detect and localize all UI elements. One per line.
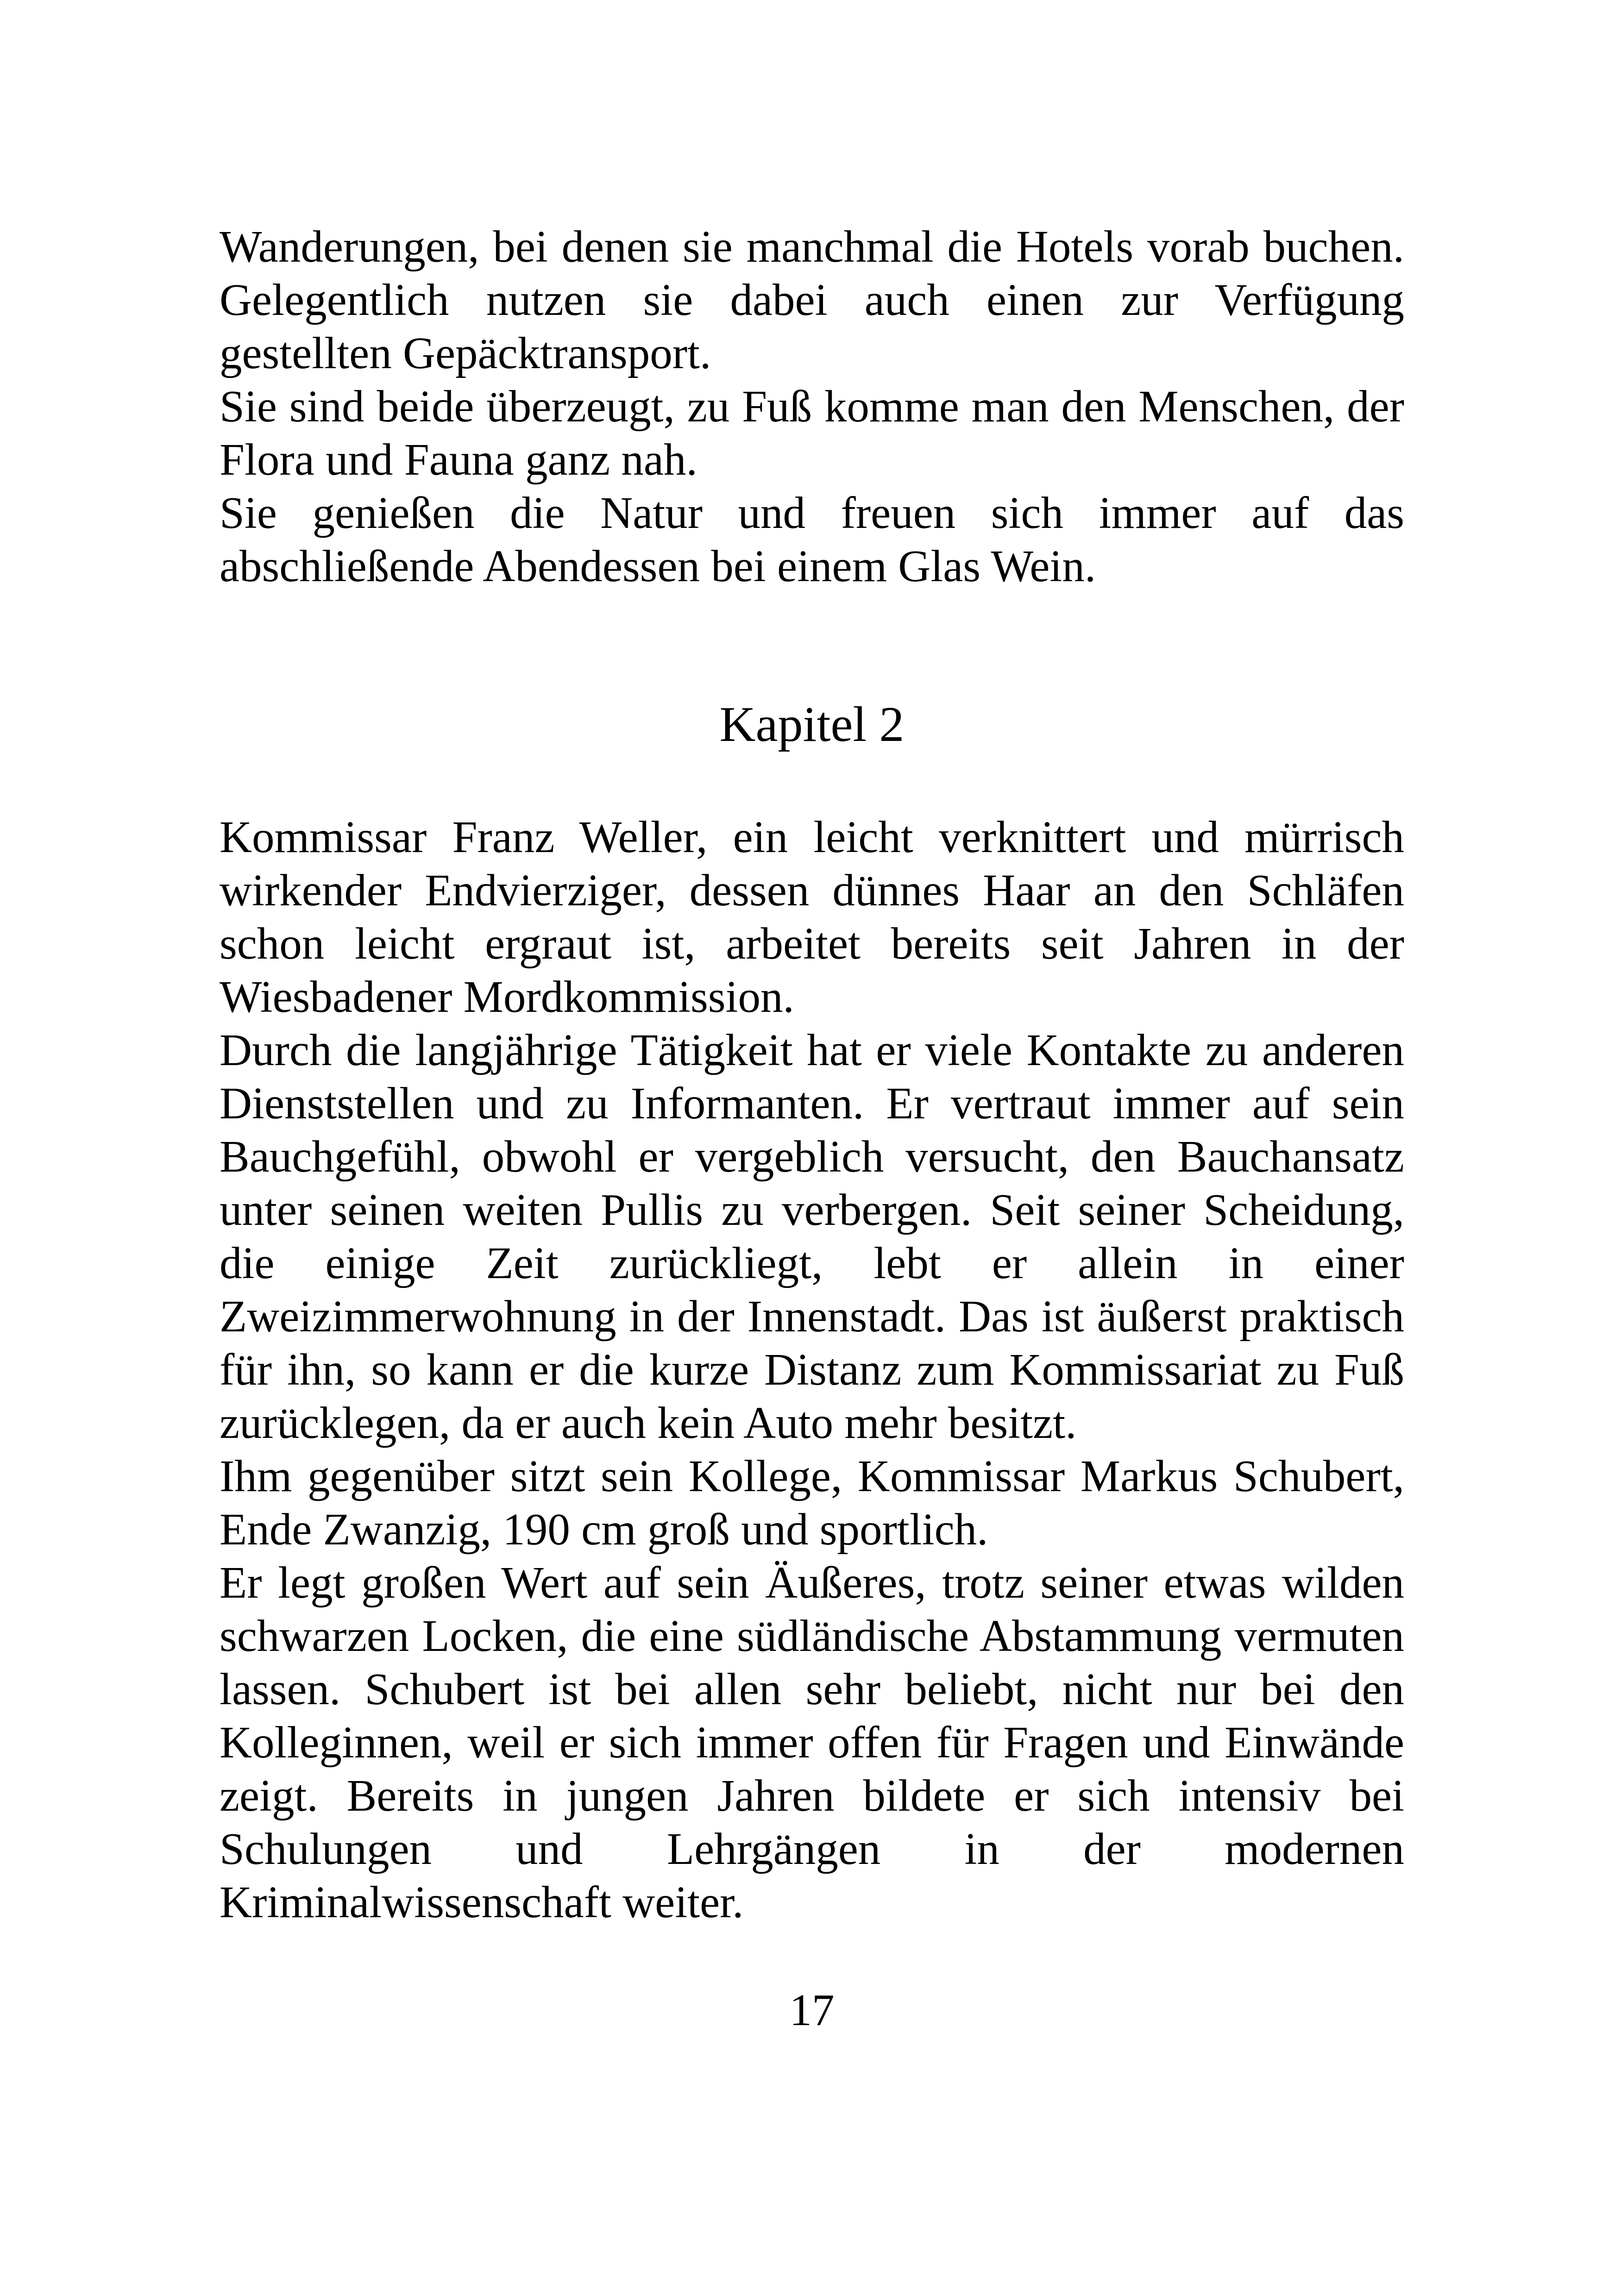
paragraph: Wanderungen, bei denen sie manchmal die Hotels vorab buchen. Gelegentlich nutzen sie dabei auch einen zur Verfügung gestellten Gepäcktransport. — [220, 222, 1404, 378]
paragraph: Ihm gegenüber sitzt sein Kollege, Kommissar Markus Schubert, Ende Zwanzig, 190 cm groß und sportlich. — [220, 1451, 1404, 1554]
paragraph: Er legt großen Wert auf sein Äußeres, trotz seiner etwas wilden schwarzen Locken, die eine südländische Abstammung vermuten lassen. Schubert ist bei allen sehr beliebt, nicht nur bei den Kolleginnen, weil er sich immer offen für Fragen und Einwände zeigt. Bereits in jungen Jahren bildete er sich intensiv bei Schulungen und Lehrgängen in der modernen Kriminalwissenschaft weiter. — [220, 1558, 1404, 1927]
paragraph: Sie genießen die Natur und freuen sich immer auf das abschließende Abendessen bei einem Glas Wein. — [220, 488, 1404, 591]
paragraph: Kommissar Franz Weller, ein leicht verknittert und mürrisch wirkender Endvierziger, dessen dünnes Haar an den Schläfen schon leicht ergraut ist, arbeitet bereits seit Jahren in der Wiesbadener Mordkommission. — [220, 812, 1404, 1022]
paragraph: Durch die langjährige Tätigkeit hat er viele Kontakte zu anderen Dienststellen und zu Informanten. Er vertraut immer auf sein Bauchgefühl, obwohl er vergeblich versucht, den Bauchansatz unter seinen weiten Pullis zu verbergen. Seit seiner Scheidung, die einige Zeit zurückliegt, lebt er allein in einer Zweizimmerwohnung in der Innenstadt. Das ist äußerst praktisch für ihn, so kann er die kurze Distanz zum Kommissariat zu Fuß zurücklegen, da er auch kein Auto mehr besitzt. — [220, 1025, 1404, 1448]
text-block-before-heading — [220, 220, 1404, 593]
paragraph: Sie sind beide überzeugt, zu Fuß komme man den Menschen, der Flora und Fauna ganz nah. — [220, 382, 1404, 484]
text-block-chapter — [220, 810, 1404, 1929]
chapter-heading: Kapitel 2 — [719, 697, 905, 752]
page-number: 17 — [789, 1985, 835, 2035]
